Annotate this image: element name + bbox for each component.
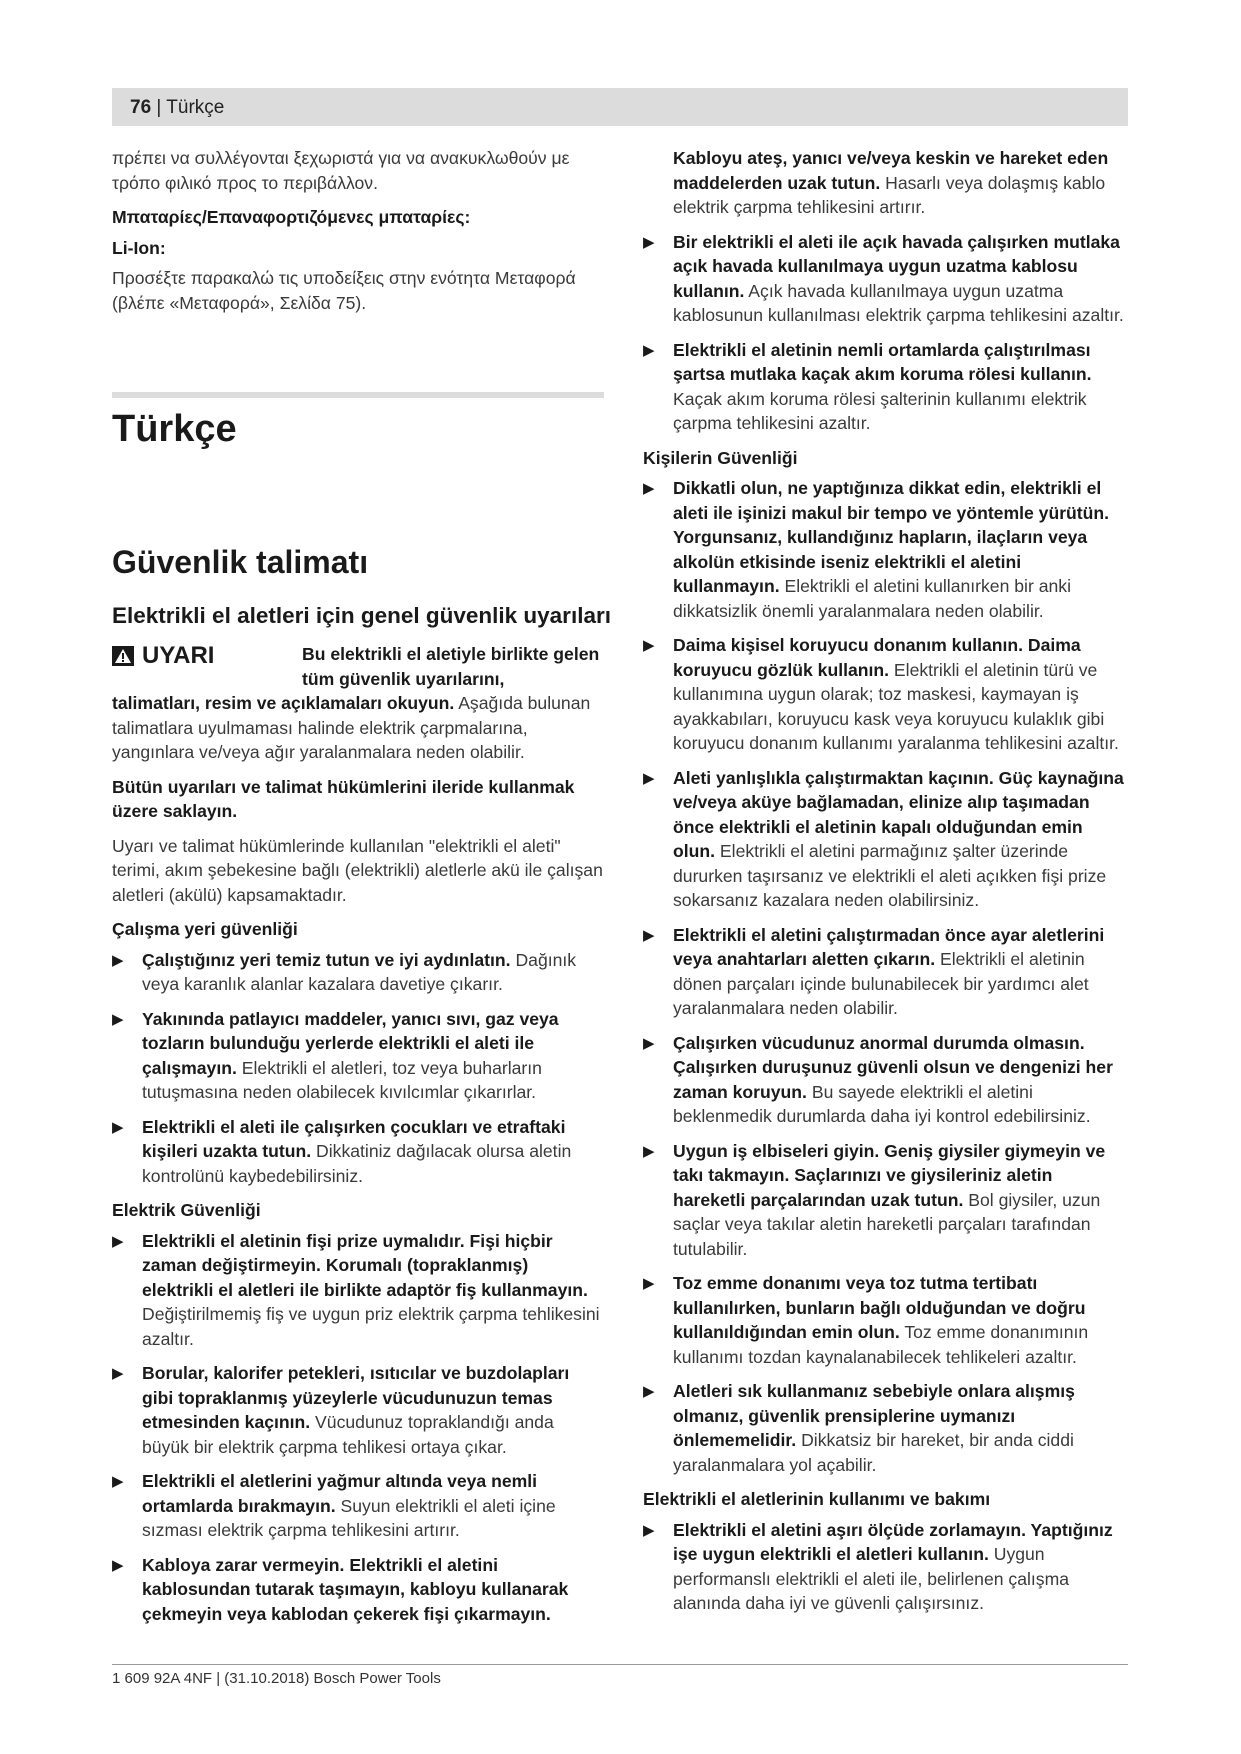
bullet-bold-text: Elektrikli el aletini aşırı ölçüde zorlamayın. Yaptığınız işe uygun elektrikli el aletleri kullanın.	[673, 1519, 1113, 1564]
bullet-item	[112, 1229, 604, 1352]
safety-title: Güvenlik talimatı	[112, 544, 369, 580]
bullet-bold-text: Çalışırken vücudunuz anormal durumda olmasın. Çalışırken duruşunuz güvenli olsun ve dengenizi her zaman koruyun.	[673, 1032, 1113, 1102]
usage-heading: Elektrikli el aletlerinin kullanımı ve bakımı	[643, 1489, 991, 1509]
bullet-bold-text: Elektrikli el aletinin nemli ortamlarda çalıştırılması şartsa mutlaka kaçak akım koruma rölesi kullanın.	[673, 339, 1092, 384]
triangle-right-icon: ▶	[112, 1118, 124, 1136]
triangle-right-icon: ▶	[643, 926, 655, 944]
warning-text-2: Aşağıda bulunan talimatlara uyulmaması halinde elektrik çarpmalarına, yangınlara ve/veya ağır yaralanmalara neden olabilir.	[112, 693, 591, 762]
triangle-right-icon: ▶	[643, 1275, 655, 1292]
cable-bold: Kabloyu ateş, yanıcı ve/veya keskin ve hareket eden maddelerden uzak tutun.	[673, 148, 1109, 193]
triangle-right-icon: ▶	[112, 1010, 124, 1028]
bullet-item	[643, 766, 1129, 913]
bullet-item	[643, 338, 1129, 436]
triangle-right-icon: ▶	[112, 1556, 124, 1574]
bullet-bold-text: Çalıştığınız yeri temiz tutun ve iyi aydınlatın.	[142, 949, 511, 970]
personal-bullets	[643, 476, 1129, 1477]
bullet-item	[112, 1361, 604, 1459]
electric-bullets-cont	[643, 230, 1129, 436]
triangle-right-icon: ▶	[112, 1365, 124, 1382]
bullet-text: Kaçak akım koruma rölesi şalterinin kullanımı elektrik çarpma tehlikesini azaltır.	[673, 388, 1087, 433]
triangle-right-icon: ▶	[112, 951, 124, 969]
page-header	[130, 97, 224, 119]
bullet-text: Bu sayede elektrikli el aletini beklenmedik durumlarda daha iyi kontrol edebilirsiniz.	[673, 1081, 1091, 1126]
bullet-item	[112, 1553, 604, 1627]
bullet-text: Elektrikli el aletini kullanırken bir anki dikkatsizlik önemli yaralanmalara neden olabilir.	[673, 576, 1071, 621]
bullet-item	[643, 1139, 1129, 1262]
left-column-top	[112, 146, 604, 325]
bullet-text: Bol giysiler, uzun saçlar veya takılar aletin hareketli parçaları tarafından tutulabilir.	[673, 1189, 1101, 1259]
bullet-bold-text: Elektrikli el aletinin fişi prize uymalıdır. Fişi hiçbir zaman değiştirmeyin. Korumalı (topraklanmış) elektrikli el aletleri ile birlikte adaptör fiş kullanmayın.	[142, 1230, 588, 1300]
page-number: 76	[130, 97, 152, 118]
triangle-right-icon: ▶	[112, 1473, 124, 1490]
language-title: Türkçe	[112, 408, 237, 450]
bullet-item	[112, 1115, 604, 1189]
workplace-heading: Çalışma yeri güvenliği	[112, 919, 298, 939]
batteries-heading: Μπαταρίες/Επαναφορτιζόμενες μπαταρίες:	[112, 207, 471, 227]
triangle-right-icon: ▶	[643, 769, 655, 787]
header-bar	[112, 88, 1128, 126]
electric-heading: Elektrik Güvenliği	[112, 1200, 261, 1220]
bullet-bold-text: Bir elektrikli el aleti ile açık havada çalışırken mutlaka açık havada kullanılmaya uygun uzatma kablosu kullanın.	[673, 231, 1120, 301]
cable-text: Hasarlı veya dolaşmış kablo elektrik çarpma tehlikesini artırır.	[673, 172, 1106, 217]
bullet-text: Vücudunuz topraklandığı anda büyük bir elektrik çarpma tehlikesi ortaya çıkar.	[142, 1412, 554, 1457]
triangle-right-icon: ▶	[643, 341, 655, 359]
bullet-bold-text: Yakınında patlayıcı maddeler, yanıcı sıvı, gaz veya tozların bulunduğu yerlerde elektrikli el aleti ile çalışmayın.	[142, 1008, 559, 1078]
usage-bullets	[643, 1518, 1129, 1616]
bullet-bold-text: Elektrikli el aletlerini yağmur altında veya nemli ortamlarda bırakmayın.	[142, 1471, 538, 1516]
triangle-right-icon: ▶	[643, 1383, 655, 1400]
bullet-text: Dikkatiniz dağılacak olursa aletin kontrolünü kaybedebilirsiniz.	[142, 1141, 572, 1186]
bullet-item	[643, 633, 1129, 756]
bullet-text: Elektrikli el aletinin türü ve kullanımına uygun olarak; toz maskesi, kaymayan iş ayakkabıları, koruyucu kask veya koruyucu kulaklık gibi koruyucu donanım kullanımı yaralanma tehlikesini azaltır.	[673, 659, 1119, 753]
workplace-bullets	[112, 948, 604, 1189]
header-language: Türkçe	[166, 97, 225, 118]
bullet-item	[643, 1379, 1129, 1477]
bullet-item	[112, 1469, 604, 1543]
triangle-right-icon: ▶	[643, 1142, 655, 1160]
triangle-right-icon: ▶	[643, 1521, 655, 1539]
warning-text-2-bold: talimatları, resim ve açıklamaları okuyun.	[112, 693, 455, 713]
bullet-bold-text: Dikkatli olun, ne yaptığınıza dikkat edin, elektrikli el aleti ile işinizi makul bir tempo ve yöntemle yürütün. Yorgunsanız, kullandığınız hapların, ilaçların veya alkolün etkisinde iseniz elektrikli el aletini kullanmayın.	[673, 478, 1110, 596]
bullet-bold-text: Elektrikli el aleti ile çalışırken çocukları ve etraftaki kişileri uzakta tutun.	[142, 1116, 566, 1161]
header-separator: |	[151, 97, 167, 118]
triangle-right-icon: ▶	[643, 637, 655, 654]
triangle-right-icon: ▶	[643, 480, 655, 497]
bullet-bold-text: Kabloya zarar vermeyin. Elektrikli el aletini kablosundan tutarak taşımayın, kabloyu kullanarak çekmeyin veya kablodan çekerek fişi çıkarmayın.	[142, 1554, 569, 1624]
bullet-text: Elektrikli el aletleri, toz veya buharların tutuşmasına neden olabilecek kıvılcımlar çıkarırlar.	[142, 1057, 542, 1102]
liion-label: Li-Ion:	[112, 237, 166, 258]
term-definition: Uyarı ve talimat hükümlerinde kullanılan "elektrikli el aleti" terimi, akım şebekesine bağlı (elektrikli) aletlerle akü ile çalışan aletleri (akülü) kapsamaktadır.	[112, 835, 603, 905]
bullet-bold-text: Toz emme donanımı veya toz tutma tertibatı kullanılırken, bunların bağlı olduğundan ve doğru kullanıldığından emin olun.	[673, 1273, 1086, 1342]
bullet-bold-text: Borular, kalorifer petekleri, ısıtıcılar ve buzdolapları gibi topraklanmış yüzeylerle vücudunuzun temas etmesinden kaçının.	[142, 1363, 570, 1432]
bullet-text: Suyun elektrikli el aleti içine sızması elektrik çarpma tehlikesini artırır.	[142, 1495, 556, 1540]
bullet-text: Dağınık veya karanlık alanlar kazalara davetiye çıkarır.	[142, 949, 577, 994]
electric-bullets	[112, 1229, 604, 1627]
triangle-right-icon: ▶	[112, 1232, 124, 1250]
bullet-item	[643, 1271, 1129, 1369]
warning-text-1: Bu elektrikli el aletiyle birlikte gelen tüm güvenlik uyarılarını,	[302, 644, 600, 689]
bullet-item	[112, 1007, 604, 1105]
bullet-item	[112, 948, 604, 997]
section-divider	[112, 392, 604, 398]
bullet-bold-text: Aletleri sık kullanmanız sebebiyle onlara alışmış olmanız, güvenlik prensiplerine uymanızı önlememelidir.	[673, 1381, 1075, 1450]
bullet-text: Toz emme donanımının kullanımı tozdan kaynalanabilecek tehlikeleri azaltır.	[673, 1322, 1089, 1367]
general-warnings-title: Elektrikli el aletleri için genel güvenlik uyarıları	[112, 603, 611, 628]
personal-heading: Kişilerin Güvenliği	[643, 447, 798, 468]
transport-note: Προσέξτε παρακαλώ τις υποδείξεις στην ενότητα Μεταφορά (βλέπε «Μεταφορά», Σελίδα 75).	[112, 268, 576, 313]
bullet-item	[643, 1518, 1129, 1616]
warning-label: UYARI	[112, 642, 302, 670]
bullet-bold-text: Elektrikli el aletini çalıştırmadan önce ayar aletlerini veya anahtarları aletten çıkarın.	[673, 924, 1105, 969]
bullet-text: Uygun performanslı elektrikli el aleti ile, belirlenen çalışma alanında daha iyi ve güvenli çalışırsınız.	[673, 1544, 1070, 1613]
bullet-item	[643, 476, 1129, 623]
right-column	[643, 146, 1129, 1626]
triangle-right-icon: ▶	[643, 233, 655, 251]
footer-rule	[112, 1664, 1128, 1665]
bullet-text: Elektrikli el aletinin dönen parçaları içinde bulunabilecek bir yardımcı alet yaralanmalara neden olabilir.	[673, 949, 1089, 1018]
bullet-bold-text: Aleti yanlışlıkla çalıştırmaktan kaçının. Güç kaynağına ve/veya aküye bağlamadan, elinize alıp taşımadan önce elektrikli el aletinin kapalı olduğundan emin olun.	[673, 767, 1124, 861]
bullet-text: Elektrikli el aletini parmağınız şalter üzerinde dururken taşırsanız ve elektrikli el aleti açıkken fişi prize sokarsanız kazalara neden olabilirsiniz.	[673, 841, 1107, 910]
greek-paragraph: πρέπει να συλλέγονται ξεχωριστά για να ανακυκλωθούν με τρόπο φιλικό προς το περιβάλλον.	[112, 148, 570, 193]
bullet-item	[643, 923, 1129, 1021]
warning-triangle-icon	[112, 646, 134, 666]
bullet-text: Değiştirilmemiş fiş ve uygun priz elektrik çarpma tehlikesini azaltır.	[142, 1304, 600, 1349]
footer-text: 1 609 92A 4NF | (31.10.2018) Bosch Power Tools	[112, 1670, 441, 1687]
bullet-bold-text: Daima kişisel koruyucu donanım kullanın. Daima koruyucu gözlük kullanın.	[673, 635, 1081, 680]
bullet-bold-text: Uygun iş elbiseleri giyin. Geniş giysiler giymeyin ve takı takmayın. Saçlarınızı ve giysileriniz aletin hareketli parçalarından uzak tutun.	[673, 1140, 1106, 1210]
warning-block	[112, 642, 604, 1636]
bullet-text: Açık havada kullanılmaya uygun uzatma kablosunun kullanılması elektrik çarpma tehlikesini azaltır.	[673, 280, 1124, 325]
keep-instructions: Bütün uyarıları ve talimat hükümlerini ileride kullanmak üzere saklayın.	[112, 776, 575, 821]
triangle-right-icon: ▶	[643, 1034, 655, 1052]
bullet-item	[643, 230, 1129, 328]
bullet-text: Dikkatsiz bir hareket, bir anda ciddi yaralanmalara yol açabilir.	[673, 1430, 1074, 1475]
bullet-item	[643, 1031, 1129, 1129]
